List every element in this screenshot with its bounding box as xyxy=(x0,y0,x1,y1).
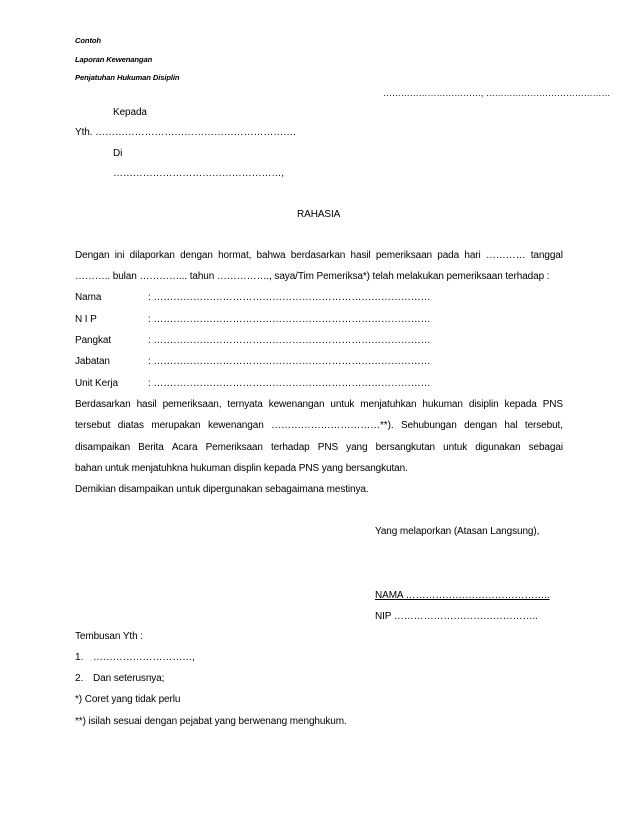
header-line-2: Laporan Kewenangan xyxy=(75,55,153,64)
field-label-pangkat: Pangkat xyxy=(75,335,111,346)
word: dilaporkan xyxy=(129,250,175,261)
field-value-pangkat: : ………………………………………………………………………… xyxy=(148,335,431,346)
word: ini xyxy=(114,250,125,261)
word: PNS xyxy=(542,399,563,410)
word: tersebut xyxy=(75,420,111,431)
word: Berita xyxy=(138,442,164,453)
word: kepada xyxy=(504,399,537,410)
body-line-3 xyxy=(75,442,563,453)
note-2: **) isilah sesuai dengan pejabat yang berwenang menghukum. xyxy=(75,716,347,727)
signature-name-dots: …………………………………….. xyxy=(402,590,550,601)
word: untuk xyxy=(330,399,355,410)
word: terhadap xyxy=(270,442,310,453)
word: berdasarkan xyxy=(290,250,346,261)
field-label-jabatan: Jabatan xyxy=(75,356,110,367)
body-line-4: bahan untuk menjatuhkna hukuman displin kepada PNS yang bersangkutan. xyxy=(75,463,408,474)
cc-item-2-text: Dan seterusnya; xyxy=(93,673,165,684)
word: pemeriksaan, xyxy=(162,399,222,410)
word: bersangkutan xyxy=(375,442,435,453)
word: Sehubungan xyxy=(400,420,457,431)
field-value-nama: : ………………………………………………………………………… xyxy=(148,292,431,303)
intro-line-2: ……….. bulan …………... tahun ……………., saya/Tim Pemeriksa*) telah melakukan pemeriksaan terhadap : xyxy=(75,271,550,282)
word: ………… xyxy=(485,250,526,261)
word: Pemeriksaan xyxy=(205,442,263,453)
word: Dengan xyxy=(75,250,110,261)
field-label-nip: N I P xyxy=(75,314,97,325)
place-date: ……………………………, …………………………………… xyxy=(383,88,611,98)
header-line-1: Contoh xyxy=(75,36,101,45)
word: menjatuhkan xyxy=(360,399,417,410)
word: merupakan xyxy=(151,420,201,431)
address-place: ……………………………………………, xyxy=(113,168,284,179)
word: kewenangan xyxy=(207,420,264,431)
field-label-nama: Nama xyxy=(75,292,102,303)
word: Berdasarkan xyxy=(75,399,131,410)
signature-reporter: Yang melaporkan (Atasan Langsung), xyxy=(375,526,540,537)
word: Acara xyxy=(171,442,198,453)
word: digunakan xyxy=(475,442,521,453)
signature-name-label: NAMA xyxy=(375,590,403,601)
body-line-2 xyxy=(75,420,563,431)
word: yang xyxy=(346,442,368,453)
cc-item-1-text: …………………………, xyxy=(93,652,195,663)
signature-name xyxy=(375,590,550,601)
field-label-unit-kerja: Unit Kerja xyxy=(75,378,118,389)
cc-item-1-num: 1. xyxy=(75,652,84,663)
header-line-3: Penjatuhan Hukuman Disiplin xyxy=(75,73,180,82)
word: pada xyxy=(437,250,460,261)
cc-item-2-num: 2. xyxy=(75,673,84,684)
word: diatas xyxy=(117,420,144,431)
word: ……………………………**). xyxy=(271,420,394,431)
address-di: Di xyxy=(113,148,123,159)
word: dengan xyxy=(180,250,213,261)
word: dengan xyxy=(464,420,497,431)
cc-heading: Tembusan Yth : xyxy=(75,631,143,642)
word: ternyata xyxy=(227,399,263,410)
address-kepada: Kepada xyxy=(113,107,147,118)
address-yth: Yth. ……………………………………………………. xyxy=(75,127,296,138)
word: bahwa xyxy=(256,250,286,261)
intro-line-1 xyxy=(75,250,563,261)
word: tanggal xyxy=(530,250,563,261)
note-1: *) Coret yang tidak perlu xyxy=(75,694,181,705)
field-value-nip: : ………………………………………………………………………… xyxy=(148,314,431,325)
word: tersebut, xyxy=(524,420,563,431)
word: hal xyxy=(504,420,518,431)
field-value-unit-kerja: : ………………………………………………………………………… xyxy=(148,378,431,389)
word: kewenangan xyxy=(268,399,325,410)
document-title: RAHASIA xyxy=(297,209,341,220)
field-value-jabatan: : ………………………………………………………………………… xyxy=(148,356,431,367)
word: hari xyxy=(464,250,481,261)
word: untuk xyxy=(443,442,468,453)
word: hasil xyxy=(350,250,371,261)
word: disiplin xyxy=(468,399,499,410)
body-line-1 xyxy=(75,399,563,410)
word: pemeriksaan xyxy=(375,250,432,261)
word: hukuman xyxy=(422,399,463,410)
word: sebagai xyxy=(528,442,563,453)
word: disampaikan xyxy=(75,442,131,453)
word: hormat, xyxy=(218,250,252,261)
word: PNS xyxy=(317,442,339,453)
signature-nip: NIP …………………………………….. xyxy=(375,611,538,622)
body-line-5: Demikian disampaikan untuk dipergunakan sebagaimana mestinya. xyxy=(75,484,369,495)
word: hasil xyxy=(136,399,157,410)
